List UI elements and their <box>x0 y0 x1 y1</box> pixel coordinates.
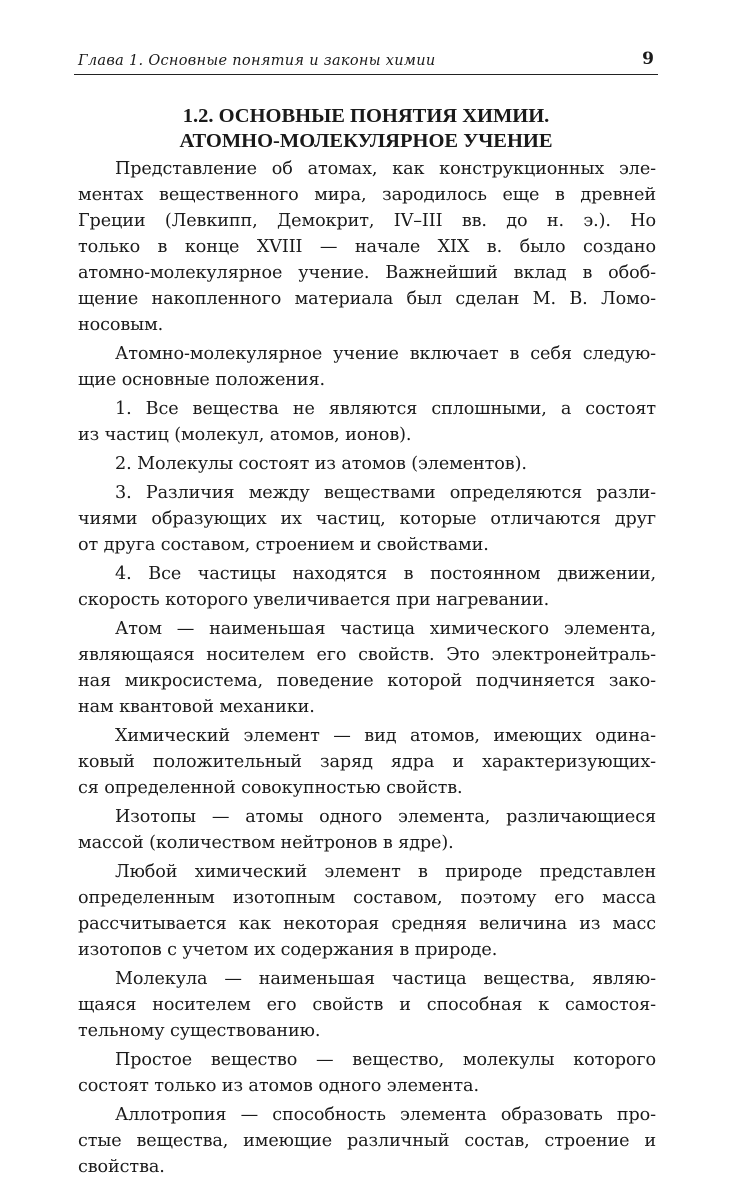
text-line: чиями образующих их частиц, которые отличаются друг <box>78 509 656 529</box>
body-text <box>78 156 656 1183</box>
paragraph <box>78 1102 656 1180</box>
text-line: являющаяся носителем его свойств. Это электронейтраль- <box>78 645 656 665</box>
text-line: тельному существованию. <box>78 1021 321 1041</box>
text-line: определенным изотопным составом, поэтому его масса <box>78 888 656 908</box>
text-line: ментах вещественного мира, зародилось еще в древней <box>78 185 656 205</box>
paragraph <box>78 561 656 613</box>
paragraph <box>78 859 656 963</box>
running-header <box>74 46 658 75</box>
text-line: ся определенной совокупностью свойств. <box>78 778 463 798</box>
text-line: 4. Все частицы находятся в постоянном движении, <box>115 564 656 584</box>
paragraph <box>78 451 656 477</box>
text-line: нам квантовой механики. <box>78 697 315 717</box>
text-line: скорость которого увеличивается при нагревании. <box>78 590 550 610</box>
text-line: Любой химический элемент в природе представлен <box>115 862 656 882</box>
text-line: ная микросистема, поведение которой подчиняется зако- <box>78 671 656 691</box>
text-line: носовым. <box>78 315 164 335</box>
text-line: 3. Различия между веществами определяются разли- <box>115 483 656 503</box>
text-line: только в конце XVIII — начале XIX в. было создано <box>78 237 656 257</box>
text-line: Представление об атомах, как конструкционных эле- <box>115 159 656 179</box>
text-line: Молекула — наименьшая частица вещества, являю- <box>115 969 656 989</box>
text-line: щение накопленного материала был сделан М. В. Ломо- <box>78 289 656 309</box>
text-line: рассчитывается как некоторая средняя величина из масс <box>78 914 656 934</box>
text-line: щаяся носителем его свойств и способная к самостоя- <box>78 995 656 1015</box>
page-number: 9 <box>642 49 654 69</box>
text-line: стые вещества, имеющие различный состав, строение и <box>78 1131 656 1151</box>
text-line: щие основные положения. <box>78 370 326 390</box>
text-line: из частиц (молекул, атомов, ионов). <box>78 425 412 445</box>
paragraph <box>78 341 656 393</box>
text-line: Атомно-молекулярное учение включает в себя следую- <box>115 344 656 364</box>
text-line: Аллотропия — способность элемента образовать про- <box>115 1105 656 1125</box>
text-line: Атом — наименьшая частица химического элемента, <box>115 619 656 639</box>
chapter-title: Глава 1. Основные понятия и законы химии <box>78 53 436 69</box>
text-line: Изотопы — атомы одного элемента, различающиеся <box>115 807 656 827</box>
text-line: Греции (Левкипп, Демокрит, IV–III вв. до н. э.). Но <box>78 211 656 231</box>
paragraph <box>78 480 656 558</box>
paragraph <box>78 804 656 856</box>
text-line: массой (количеством нейтронов в ядре). <box>78 833 454 853</box>
paragraph <box>78 966 656 1044</box>
text-line: Простое вещество — вещество, молекулы которого <box>115 1050 656 1070</box>
text-line: атомно-молекулярное учение. Важнейший вклад в обоб- <box>78 263 656 283</box>
paragraph <box>78 156 656 338</box>
text-line: 2. Молекулы состоят из атомов (элементов). <box>115 454 527 474</box>
section-heading-line-2: АТОМНО-МОЛЕКУЛЯРНОЕ УЧЕНИЕ <box>179 130 553 152</box>
text-line: от друга составом, строением и свойствами. <box>78 535 489 555</box>
text-line: свойства. <box>78 1157 165 1177</box>
text-line: состоят только из атомов одного элемента. <box>78 1076 479 1096</box>
text-line: Химический элемент — вид атомов, имеющих одина- <box>115 726 656 746</box>
paragraph <box>78 723 656 801</box>
section-heading <box>74 104 658 154</box>
paragraph <box>78 396 656 448</box>
paragraph <box>78 1047 656 1099</box>
text-line: 1. Все вещества не являются сплошными, а состоят <box>115 399 656 419</box>
section-heading-line-1: 1.2. ОСНОВНЫЕ ПОНЯТИЯ ХИМИИ. <box>182 105 550 127</box>
paragraph <box>78 616 656 720</box>
text-line: изотопов с учетом их содержания в природе. <box>78 940 498 960</box>
text-line: ковый положительный заряд ядра и характеризующих- <box>78 752 656 772</box>
